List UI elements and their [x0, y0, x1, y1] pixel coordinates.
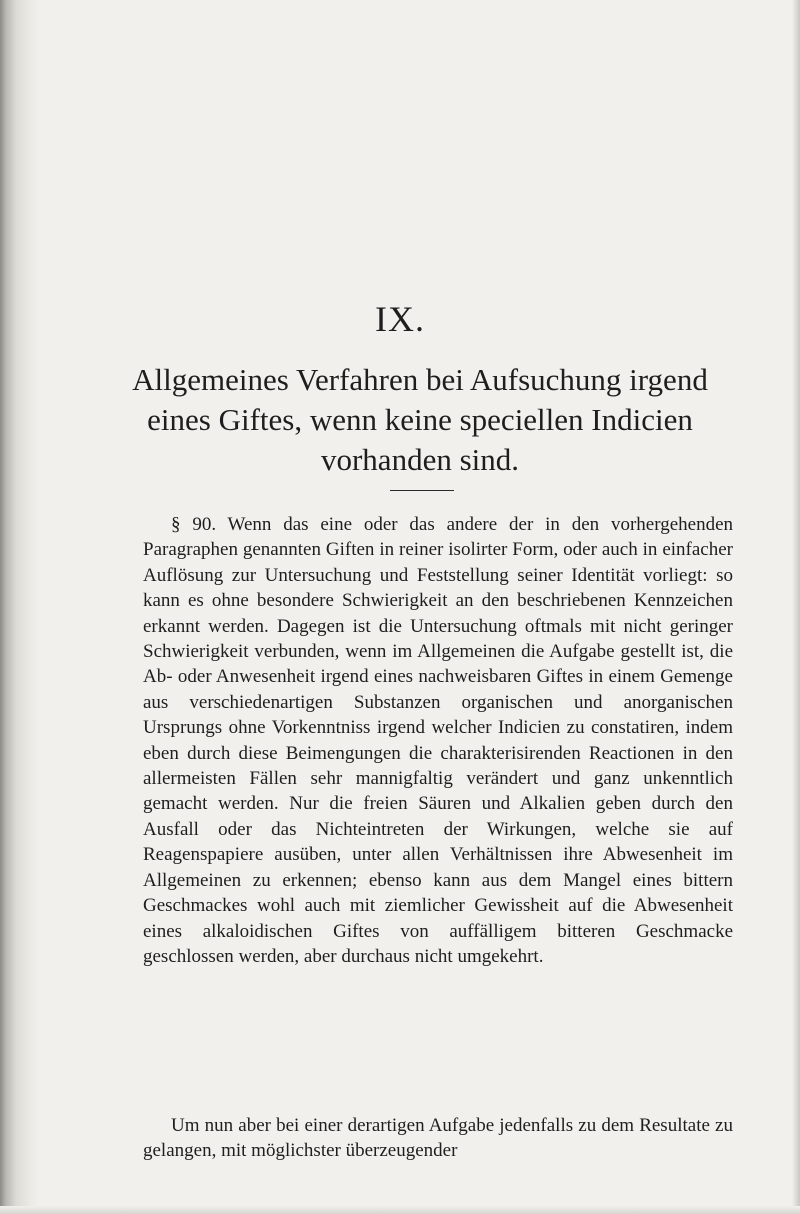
- body-paragraph: Um nun aber bei einer derartigen Aufgabe jedenfalls zu dem Resultate zu gelangen, mit möglichster überzeugender: [143, 1115, 733, 1162]
- chapter-number: IX.: [375, 299, 425, 339]
- body-paragraph-2-block: [143, 1113, 733, 1164]
- page-bottom-edge: [0, 1206, 800, 1214]
- heading-line-1: Allgemeines Verfahren bei Aufsuchung irgend: [132, 362, 708, 397]
- body-paragraph-1-block: [143, 512, 733, 969]
- page-right-edge: [792, 0, 800, 1214]
- chapter-heading: [120, 360, 720, 480]
- heading-divider: [390, 490, 454, 491]
- heading-line-2: eines Giftes, wenn keine speciellen Indicien: [147, 402, 693, 437]
- body-paragraph: § 90. Wenn das eine oder das andere der in den vorhergehenden Paragraphen genannten Giften in reiner isolirter Form, oder auch in einfacher Auflösung zur Untersuchung und Feststellung seiner Identität vorliegt: so kann es ohne besondere Schwierigkeit an den beschriebenen Kennzeichen erkannt werden. Dagegen ist die Untersuchung oftmals mit nicht geringer Schwierigkeit verbunden, wenn im Allgemeinen die Aufgabe gestellt ist, die Ab- oder Anwesenheit irgend eines nachweisbaren Giftes in einem Gemenge aus verschiedenartigen Substanzen organischen und anorganischen Ursprungs ohne Vorkenntniss irgend welcher Indicien zu constatiren, indem eben durch diese Beimengungen die charakterisirenden Reactionen in den allermeisten Fällen sehr mannigfaltig verändert und ganz unkenntlich gemacht werden. Nur die freien Säuren und Alkalien geben durch den Ausfall oder das Nichteintreten der Wirkungen, welche sie auf Reagenspapiere ausüben, unter allen Verhältnissen ihre Abwesenheit im Allgemeinen zu erkennen; ebenso kann aus dem Mangel eines bittern Geschmackes wohl auch mit ziemlicher Gewissheit auf die Abwesenheit eines alkaloidischen Giftes von auffälligem bitteren Geschmacke geschlossen werden, aber durchaus nicht umgekehrt.: [143, 514, 733, 967]
- heading-line-3: vorhanden sind.: [320, 442, 520, 477]
- page-binding-shadow: [0, 0, 40, 1214]
